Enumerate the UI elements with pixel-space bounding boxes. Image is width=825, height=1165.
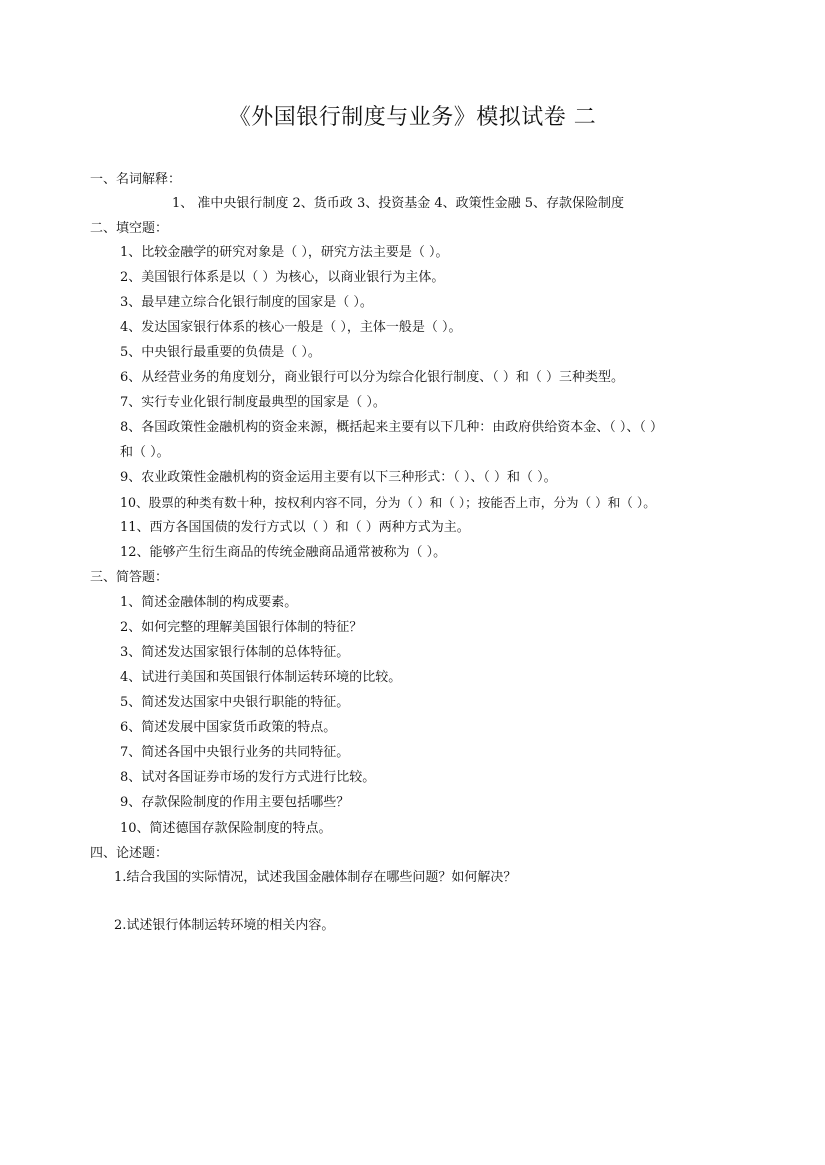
short-answer-item: 2、如何完整的理解美国银行体制的特征？ — [120, 620, 363, 635]
fill-blank-item: 3、最早建立综合化银行制度的国家是（ ）。 — [120, 295, 373, 310]
fill-blank-item: 7、实行专业化银行制度最典型的国家是（ ）。 — [120, 395, 386, 410]
short-answer-item: 1、简述金融体制的构成要素。 — [120, 595, 298, 610]
fill-blank-item: 6、从经营业务的角度划分，商业银行可以分为综合化银行制度、（ ）和（ ）三种类型。 — [120, 370, 625, 385]
page-title: 《外国银行制度与业务》模拟试卷 二 — [228, 105, 597, 130]
fill-blank-item: 11、西方各国国债的发行方式以（ ）和（ ）两种方式为主。 — [120, 520, 470, 535]
section-3-heading: 三、简答题： — [90, 570, 169, 585]
short-answer-item: 4、试进行美国和英国银行体制运转环境的比较。 — [120, 670, 402, 685]
short-answer-item: 7、简述各国中央银行业务的共同特征。 — [120, 745, 350, 760]
fill-blank-item: 12、能够产生衍生商品的传统金融商品通常被称为（ ）。 — [120, 545, 447, 560]
fill-blank-item: 8、各国政策性金融机构的资金来源，概括起来主要有以下几种：由政府供给资本金、（ ）、（ ） — [120, 420, 664, 435]
essay-item: 2.试述银行体制运转环境的相关内容。 — [114, 918, 335, 933]
fill-blank-item-continued: 和（ ）。 — [120, 445, 170, 460]
section-2-heading: 二、填空题： — [90, 221, 169, 236]
fill-blank-item: 2、美国银行体系是以（ ）为核心，以商业银行为主体。 — [120, 270, 445, 285]
section-1-heading: 一、名词解释： — [90, 172, 182, 187]
short-answer-item: 3、简述发达国家银行体制的总体特征。 — [120, 645, 350, 660]
fill-blank-item: 4、发达国家银行体系的核心一般是（ ），主体一般是（ ）。 — [120, 320, 462, 335]
short-answer-item: 5、简述发达国家中央银行职能的特征。 — [120, 695, 350, 710]
essay-item: 1.结合我国的实际情况，试述我国金融体制存在哪些问题？如何解决？ — [114, 870, 517, 885]
short-answer-item: 10、简述德国存款保险制度的特点。 — [120, 821, 332, 836]
fill-blank-item: 5、中央银行最重要的负债是（ ）。 — [120, 345, 321, 360]
short-answer-item: 9、存款保险制度的作用主要包括哪些？ — [120, 795, 350, 810]
fill-blank-item: 10、股票的种类有数十种，按权利内容不同，分为（ ）和（ ）；按能否上市，分为（ ）和（ ）。 — [120, 495, 656, 510]
short-answer-item: 6、简述发展中国家货币政策的特点。 — [120, 720, 337, 735]
section-1-terms: 1、 准中央银行制度 2、货币政 3、投资基金 4、政策性金融 5、存款保险制度 — [172, 196, 625, 211]
fill-blank-item: 9、农业政策性金融机构的资金运用主要有以下三种形式：（ ）、（ ）和（ ）。 — [120, 470, 557, 485]
fill-blank-item: 1、比较金融学的研究对象是（ ），研究方法主要是（ ）。 — [120, 245, 449, 260]
short-answer-item: 8、试对各国证券市场的发行方式进行比较。 — [120, 770, 376, 785]
section-4-heading: 四、论述题： — [90, 846, 169, 861]
